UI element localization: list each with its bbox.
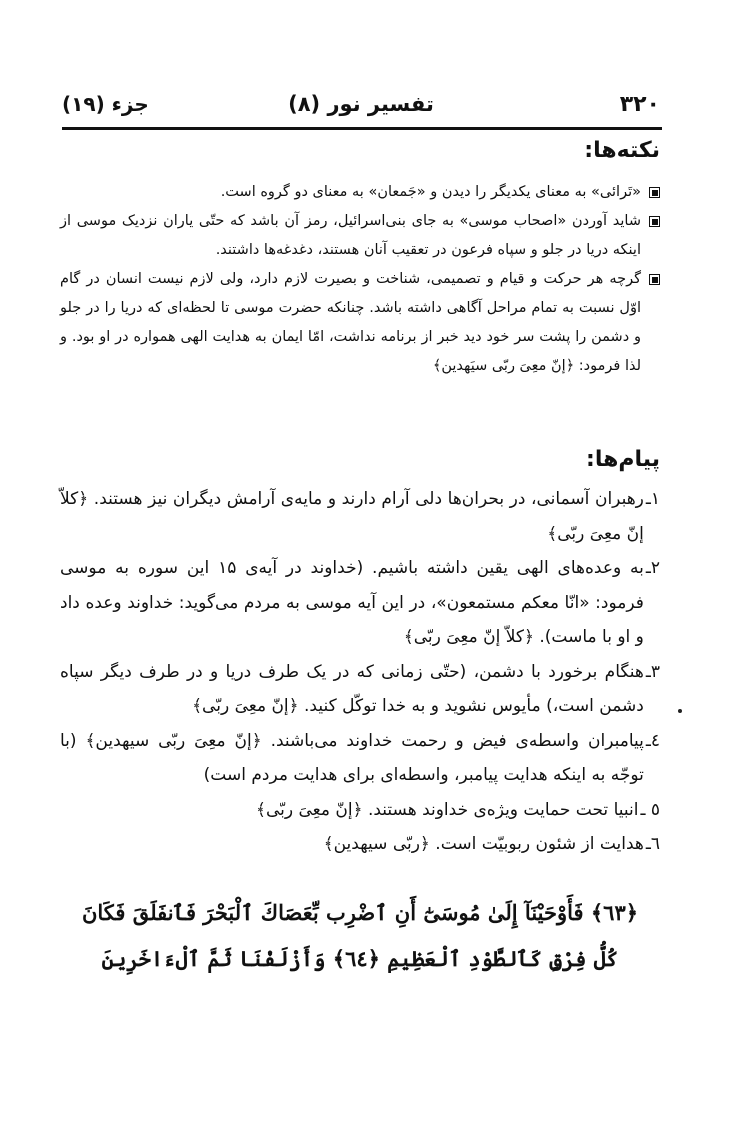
message-text: هنگام برخورد با دشمن، (حتّی زمانی که در یک طرف دریا و در طرف دیگر سپاه دشمن است،) مأیوس نشوید و به خدا توکّل کنید. ﴿إنّ معِیَ ربّی﴾ (60, 661, 644, 716)
square-bullet-icon (649, 187, 660, 198)
juz-label: جزء (۱۹) (62, 92, 149, 116)
message-text: هدایت از شئون ربوبیّت است. ﴿ربّی سیهدین﴾ (323, 834, 644, 854)
message-item (60, 793, 660, 828)
header-rule (62, 127, 662, 130)
quran-verse (60, 890, 660, 982)
verse-line-2: كُلُّ فِرْقٍ كَٱلطَّوْدِ ٱلْعَظِيمِ ﴿٦٤﴾ وَأَزْلَفْنَا ثَمَّ ٱلْءَاخَرِينَ (101, 946, 619, 971)
book-title: تفسیر نور (۸) (288, 92, 434, 116)
message-item (60, 827, 660, 862)
message-number: ۱ـ (645, 489, 660, 509)
note-item (60, 265, 660, 381)
page-header (62, 92, 660, 126)
messages-list (60, 482, 660, 862)
message-number: ۲ـ (645, 558, 660, 578)
note-text: گرچه هر حرکت و قیام و تصمیمی، شناخت و بصیرت لازم دارد، ولی لازم نیست انسان در گام اوّل نسبت به تمام مراحل آگاهی داشته باشد. چنانکه حضرت موسی تا لحظه‌ای که دریا را در جلو و دشمن را پشت سر خود دید خبر از برنامه نداشت، امّا ایمان به هدایت الهی همواره در او بود. و لذا فرمود: ﴿إنّ معِیَ ربّی سیَهدین﴾ (60, 271, 641, 374)
square-bullet-icon (649, 274, 660, 285)
message-item (60, 655, 660, 724)
message-number: ۳ـ (645, 661, 660, 682)
margin-dot (678, 709, 682, 713)
message-item (60, 482, 660, 551)
square-bullet-icon (649, 216, 660, 227)
verse-line-1: ﴿٦٣﴾ فَأَوْحَيْنَآ إِلَىٰ مُوسَىٰٓ أَنِ ٱضْرِب بِّعَصَاكَ ٱلْبَحْرَ فَٱنفَلَقَ فَكَانَ (81, 900, 639, 925)
note-item (60, 178, 660, 207)
note-text: شاید آوردن «اصحاب موسی» به جای بنی‌اسرائیل، رمز آن باشد که حتّی یاران نزدیک موسی از اینکه دریا در جلو و سپاه فرعون در تعقیب آنان هستند، دغدغه‌ها داشتند. (60, 213, 641, 258)
message-text: رهبران آسمانی، در بحران‌ها دلی آرام دارند و مایه‌ی آرامش دیگران نیز هستند. ﴿کلاّ إنّ معِیَ ربّی﴾ (60, 489, 644, 544)
note-text: «تَرائی» به معنای یکدیگر را دیدن و «جَمعان» به معنای دو گروه است. (220, 184, 641, 200)
message-text: پیامبران واسطه‌ی فیض و رحمت خداوند می‌باشند. ﴿إنّ معِیَ ربّی سیهدین﴾ (با توجّه به اینکه هدایت پیامبر، واسطه‌ای برای هدایت مردم است) (60, 730, 644, 785)
message-number: ٦ـ (645, 834, 660, 854)
message-item (60, 551, 660, 655)
message-number: ٥ ـ (640, 799, 660, 820)
message-text: به وعده‌های الهی یقین داشته باشیم. (خداوند در آیه‌ی ۱۵ این سوره به موسی فرمود: «انّا معکم مستمعون»، در این آیه موسی به مردم می‌گوید: خداوند وعده داد و او با ماست). ﴿کلاّ إنّ معِیَ ربّی﴾ (60, 558, 644, 647)
messages-title: پیام‌ها: (586, 447, 660, 472)
page-number: ۳۲۰ (619, 92, 660, 117)
note-item (60, 207, 660, 265)
message-text: انبیا تحت حمایت ویژه‌ی خداوند هستند. ﴿إنّ معِیَ ربّی﴾ (256, 799, 639, 820)
notes-title: نکته‌ها: (584, 138, 660, 163)
message-number: ٤ـ (645, 730, 660, 751)
notes-list (60, 178, 660, 381)
message-item (60, 724, 660, 793)
